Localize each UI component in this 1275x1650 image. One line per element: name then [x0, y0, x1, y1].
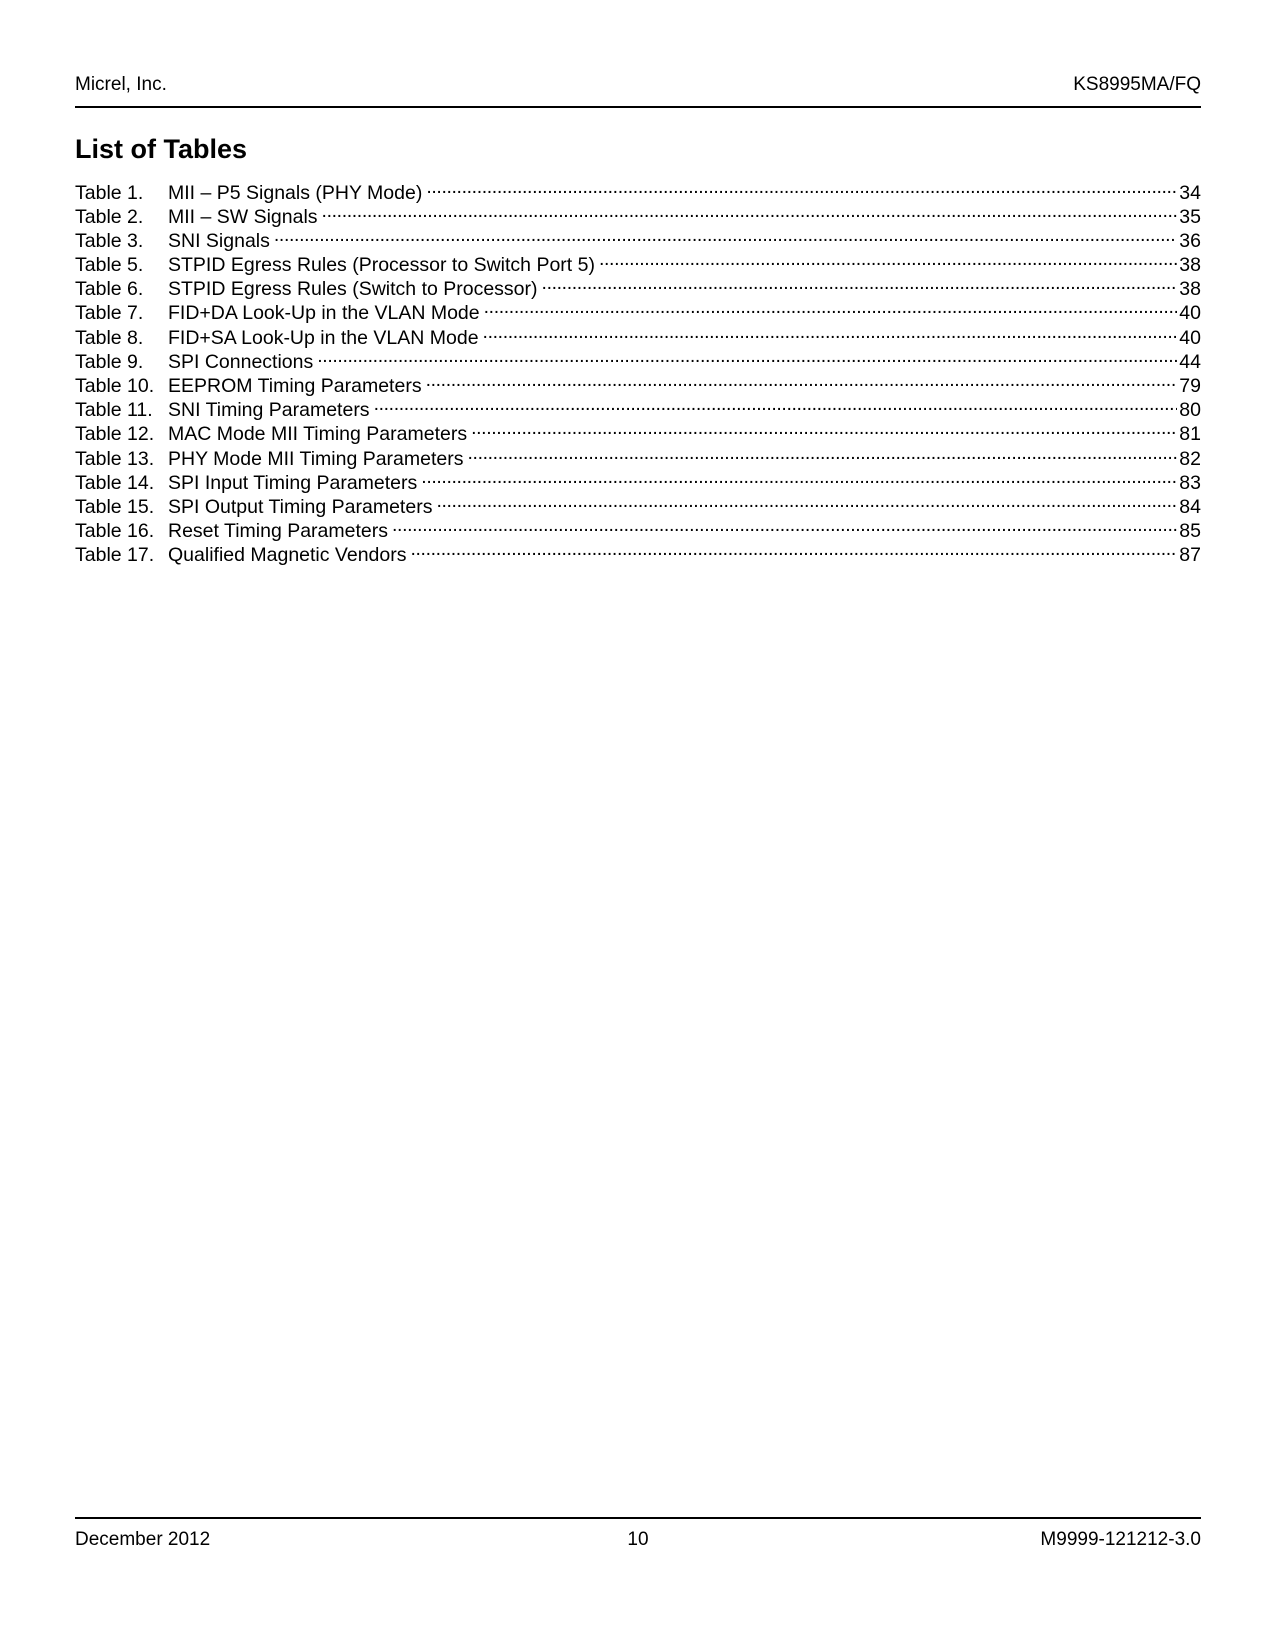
toc-entry-page: 38: [1179, 278, 1201, 301]
toc-entry[interactable]: [75, 252, 1201, 276]
toc-entry-page: 87: [1179, 544, 1201, 567]
dot-leader: [410, 542, 1177, 562]
toc-entry-title: SPI Input Timing Parameters: [168, 471, 418, 494]
page-footer: [75, 1517, 1201, 1559]
toc-entry[interactable]: [75, 421, 1201, 445]
toc-entry-page: 44: [1179, 350, 1201, 373]
toc-entry-title: MII – P5 Signals (PHY Mode): [168, 181, 423, 204]
toc-entry-label: Table 6.: [75, 278, 144, 301]
toc-entry-title: SNI Signals: [168, 229, 270, 252]
toc-entry-title: MII – SW Signals: [168, 205, 318, 228]
product-name: KS8995MA/FQ: [1073, 74, 1201, 95]
toc-entry-label: Table 2.: [75, 205, 144, 228]
toc-entry-label: Table 1.: [75, 181, 144, 204]
dot-leader: [542, 276, 1178, 296]
page-title: List of Tables: [75, 134, 248, 164]
toc-entry[interactable]: [75, 445, 1201, 469]
dot-leader: [322, 203, 1178, 223]
toc-entry-label: Table 17.: [75, 544, 155, 567]
toc-entry[interactable]: [75, 300, 1201, 324]
toc-entry-label: Table 14.: [75, 471, 155, 494]
toc-entry-page: 84: [1179, 495, 1201, 518]
toc-entry-page: 83: [1179, 471, 1201, 494]
dot-leader: [421, 469, 1177, 489]
toc-entry-page: 35: [1179, 205, 1201, 228]
toc-entry-label: Table 7.: [75, 302, 144, 325]
toc-entry-page: 85: [1179, 520, 1201, 543]
dot-leader: [274, 227, 1177, 247]
toc-entry-title: SPI Output Timing Parameters: [168, 495, 433, 518]
toc-entry[interactable]: [75, 542, 1201, 566]
toc-entry-title: FID+DA Look-Up in the VLAN Mode: [168, 302, 480, 325]
dot-leader: [392, 518, 1177, 538]
toc-entry-label: Table 15.: [75, 495, 155, 518]
toc-entry[interactable]: [75, 493, 1201, 517]
toc-entry[interactable]: [75, 397, 1201, 421]
toc-entry-label: Table 13.: [75, 447, 155, 470]
toc-entry[interactable]: [75, 518, 1201, 542]
footer-doc-number: M9999-121212-3.0: [1040, 1529, 1201, 1550]
toc-entry-title: FID+SA Look-Up in the VLAN Mode: [168, 326, 479, 349]
toc-entry-page: 81: [1179, 423, 1201, 446]
toc-entry-label: Table 5.: [75, 254, 144, 277]
toc-entry-title: SNI Timing Parameters: [168, 399, 370, 422]
dot-leader: [599, 252, 1177, 272]
dot-leader: [484, 300, 1178, 320]
toc-entry-title: MAC Mode MII Timing Parameters: [168, 423, 468, 446]
footer-page-number: 10: [627, 1529, 649, 1550]
toc-entry-page: 38: [1179, 254, 1201, 277]
dot-leader: [317, 348, 1177, 368]
toc-entry-page: 34: [1179, 181, 1201, 204]
toc-entry-title: STPID Egress Rules (Processor to Switch Port 5): [168, 254, 595, 277]
toc-entry[interactable]: [75, 324, 1201, 348]
footer-date: December 2012: [75, 1529, 211, 1550]
toc-entry-label: Table 11.: [75, 399, 153, 422]
toc-entry-page: 40: [1179, 326, 1201, 349]
toc-entry-label: Table 16.: [75, 520, 155, 543]
toc-entry[interactable]: [75, 373, 1201, 397]
toc-entry-title: STPID Egress Rules (Switch to Processor): [168, 278, 538, 301]
toc-entry-title: PHY Mode MII Timing Parameters: [168, 447, 464, 470]
dot-leader: [483, 324, 1178, 344]
toc-entry-page: 36: [1179, 229, 1201, 252]
dot-leader: [374, 397, 1178, 417]
dot-leader: [436, 493, 1177, 513]
table-list: [75, 179, 1201, 566]
toc-entry-label: Table 9.: [75, 350, 144, 373]
dot-leader: [468, 445, 1178, 465]
toc-entry-page: 80: [1179, 399, 1201, 422]
toc-entry-title: Qualified Magnetic Vendors: [168, 544, 407, 567]
toc-entry-label: Table 10.: [75, 375, 155, 397]
toc-entry-label: Table 8.: [75, 326, 144, 349]
toc-entry[interactable]: [75, 179, 1201, 203]
toc-entry-page: 40: [1179, 302, 1201, 325]
dot-leader: [426, 373, 1178, 393]
toc-entry-title: SPI Connections: [168, 350, 314, 373]
toc-entry-title: Reset Timing Parameters: [168, 520, 388, 543]
toc-entry[interactable]: [75, 276, 1201, 300]
company-name: Micrel, Inc.: [75, 74, 167, 95]
page-header: [75, 74, 1201, 108]
toc-entry-page: 79: [1179, 375, 1201, 397]
toc-entry-label: Table 12.: [75, 423, 155, 446]
toc-entry-page: 82: [1179, 447, 1201, 470]
toc-entry[interactable]: [75, 469, 1201, 493]
toc-entry-title: EEPROM Timing Parameters: [168, 375, 422, 397]
dot-leader: [426, 179, 1177, 199]
toc-entry[interactable]: [75, 227, 1201, 251]
toc-entry[interactable]: [75, 203, 1201, 227]
dot-leader: [471, 421, 1177, 441]
toc-entry[interactable]: [75, 348, 1201, 372]
toc-entry-label: Table 3.: [75, 229, 144, 252]
